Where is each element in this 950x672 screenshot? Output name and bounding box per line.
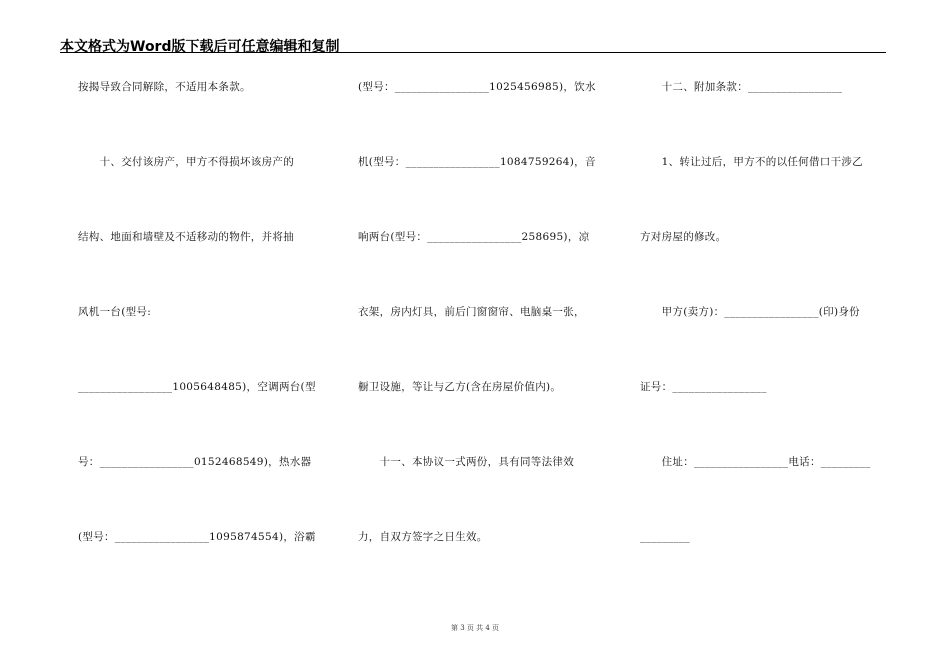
text-column-3 xyxy=(640,80,890,605)
text-line: 十一、本协议一式两份，具有同等法律效 xyxy=(358,456,574,468)
text-line: _________________1005648485)，空调两台(型 xyxy=(78,381,316,393)
text-line: 住址：_________________电话：_________ xyxy=(640,456,871,468)
text-line: 力，自双方签字之日生效。 xyxy=(358,531,488,543)
text-line: 响两台(型号：_________________258695)，凉 xyxy=(358,231,590,243)
text-line: 风机一台(型号: xyxy=(78,306,152,318)
text-line: 证号：_________________ xyxy=(640,381,767,393)
header-divider xyxy=(60,52,886,53)
text-line: 机(型号：_________________1084759264)，音 xyxy=(358,156,596,168)
text-line: (型号：_________________1025456985)，饮水 xyxy=(358,81,596,93)
text-line: _________ xyxy=(640,531,690,543)
text-line: 号：_________________0152468549)，热水器 xyxy=(78,456,312,468)
text-line: 橱卫设施，等让与乙方(含在房屋价值内)。 xyxy=(358,381,562,393)
text-line: 甲方(卖方)：_________________(印)身份 xyxy=(640,306,860,318)
text-line: 衣架，房内灯具，前后门窗窗帘、电脑桌一张， xyxy=(358,306,585,318)
document-header-title: 本文格式为Word版下载后可任意编辑和复制 xyxy=(60,39,340,55)
text-line: 1、转让过后，甲方不的以任何借口干涉乙 xyxy=(640,156,863,168)
text-line: 十二、附加条款：_________________ xyxy=(640,81,843,93)
text-column-2 xyxy=(358,80,618,605)
text-line: 十、交付该房产，甲方不得损坏该房产的 xyxy=(78,156,294,168)
text-line: 按揭导致合同解除，不适用本条款。 xyxy=(78,81,251,93)
text-column-1 xyxy=(78,80,338,605)
text-line: (型号：_________________1095874554)，浴霸 xyxy=(78,531,316,543)
text-line: 方对房屋的修改。 xyxy=(640,231,727,243)
page-number-footer: 第 3 页 共 4 页 xyxy=(450,624,500,632)
text-line: 结构、地面和墙壁及不适移动的物件，并将抽 xyxy=(78,231,294,243)
